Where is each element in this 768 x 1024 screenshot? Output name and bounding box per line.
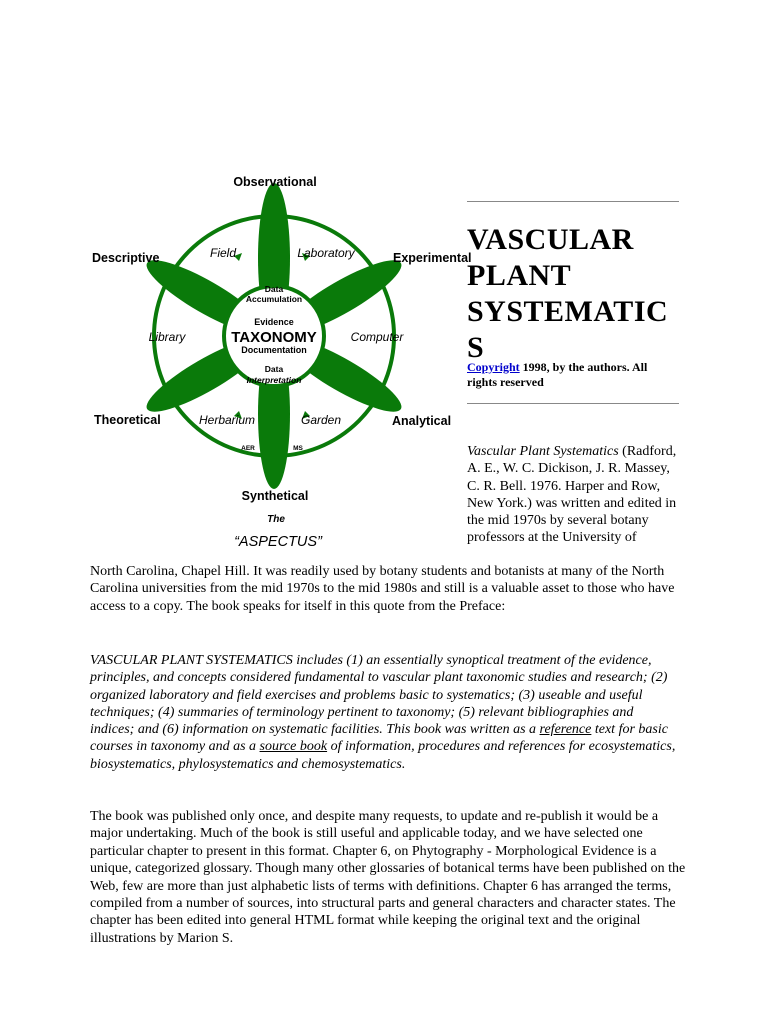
label-data-accumulation-2: Accumulation	[245, 294, 303, 304]
label-data-interpretation-2: Interpretation	[246, 375, 302, 385]
label-experimental: Experimental	[393, 251, 472, 265]
label-observational: Observational	[233, 175, 317, 189]
initials-aer: AER	[241, 445, 255, 452]
page-title	[467, 222, 679, 366]
aspectus-diagram	[86, 170, 472, 555]
quote-text-2: text for basic courses in taxonomy and as a	[90, 722, 668, 755]
quote-reference: reference	[539, 722, 592, 738]
title-line-2: PLANT	[467, 259, 572, 292]
ring-label-field: Field	[209, 246, 237, 260]
copyright-link[interactable]: Copyright	[467, 360, 520, 374]
top-rule	[467, 201, 679, 202]
copyright-notice	[467, 360, 679, 390]
copyright-text: 1998, by the authors. All rights reserved	[467, 360, 648, 389]
ring-label-computer: Computer	[350, 330, 404, 344]
intro-full-paragraph: North Carolina, Chapel Hill. It was readily used by botany students and botanists at many of the North Carolina universities from the mid 1970s to the mid 1980s and still is a valuable asset to those who have access to a copy. The book speaks for itself in this quote from the Preface:	[90, 564, 675, 614]
title-line-1: VASCULAR	[467, 223, 634, 256]
quote-source-book: source book	[259, 739, 328, 755]
label-aspectus: “ASPECTUS”	[234, 534, 322, 550]
preface-quote	[90, 652, 680, 773]
ring-label-laboratory: Laboratory	[297, 246, 355, 260]
label-documentation: Documentation	[241, 345, 307, 355]
label-evidence: Evidence	[254, 317, 294, 327]
label-taxonomy: TAXONOMY	[231, 329, 317, 346]
bottom-rule	[467, 403, 679, 404]
book-title: Vascular Plant Systematics	[467, 444, 619, 459]
label-data-interpretation-1: Data	[264, 364, 284, 374]
ring-label-garden: Garden	[300, 413, 342, 427]
initials-ms: MS	[293, 445, 303, 452]
intro-side-paragraph	[467, 443, 682, 547]
quote-text-1: VASCULAR PLANT SYSTEMATICS includes (1) an essentially synoptical treatment of the evidence, principles, and concepts considered fundamental to vascular plant taxonomic studies and research; (2) organized laboratory and field exercises and problems basic to systematics; (3) useable and useful techniques; (4) summaries of terminology pertinent to taxonomy; (5) relevant bibliographies and indices; and (6) information on systematic facilities. This book was written as a	[90, 653, 668, 738]
aspectus-diagram-svg	[86, 170, 472, 555]
label-data-accumulation-1: Data	[264, 284, 284, 294]
title-line-3: SYSTEMATIC	[467, 295, 669, 328]
label-the: The	[267, 514, 285, 525]
label-synthetical: Synthetical	[241, 489, 309, 503]
label-descriptive: Descriptive	[92, 251, 160, 265]
publication-paragraph: The book was published only once, and despite many requests, to update and re-publish it would be a major undertaking. Much of the book is still useful and applicable today, and we have selected one particular chapter to present in this format. Chapter 6, on Phytography - Morphological Evidence is a unique, categorized glossary. Though many other glossaries of botanical terms have been published on the Web, few are more than just alphabetic lists of terms with definitions. Chapter 6 has arranged the terms, compiled from a number of sources, into structural parts and general characters and character states. The chapter has been edited into general HTML format while keeping the original text and the original illustrations by Marion S.	[90, 809, 686, 946]
title-line-4: S	[467, 331, 485, 364]
ring-label-library: Library	[148, 330, 186, 344]
quote-text-3: of information, procedures and references for ecosystematics, biosystematics, phylosystematics and chemosystematics.	[90, 739, 676, 772]
label-theoretical: Theoretical	[94, 413, 161, 427]
ring-label-herbarium: Herbarium	[198, 413, 256, 427]
intro-side-text: (Radford, A. E., W. C. Dickison, J. R. Massey, C. R. Bell. 1976. Harper and Row, New York.) was written and edited in the mid 1970s by several botany professors at the University of	[467, 444, 677, 546]
label-analytical: Analytical	[392, 414, 452, 428]
